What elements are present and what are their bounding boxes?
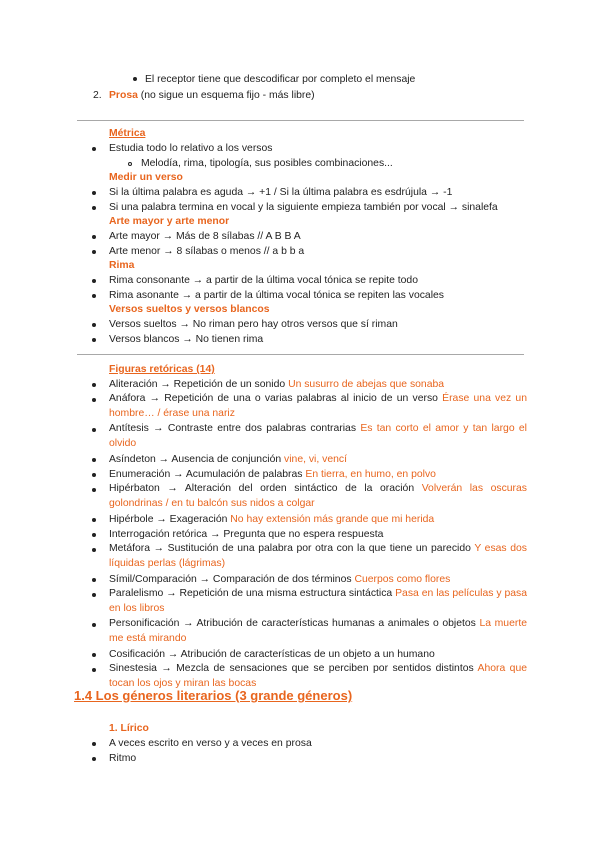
lirico-heading: 1. Lírico	[109, 723, 149, 734]
figure-example: Érase una vez un hombre… / érase una nariz	[109, 393, 527, 419]
figure-definition: Sinestesia → Mezcla de sensaciones que se perciben por sentidos distintos	[109, 663, 478, 674]
figure-definition: Interrogación retórica → Pregunta que no espera respuesta	[109, 529, 384, 540]
list-item: Versos sueltos → No riman pero hay otros versos que sí riman	[109, 319, 398, 330]
list-item: Arte menor → 8 sílabas o menos // a b b a	[109, 246, 305, 257]
medir-heading: Medir un verso	[109, 172, 183, 183]
bullet-marker	[92, 428, 96, 432]
bullet-marker	[92, 383, 96, 387]
rima-heading: Rima	[109, 260, 135, 271]
figure-example: Es tan corto el amor y tan largo el olvido	[109, 423, 527, 449]
section-divider	[77, 354, 524, 355]
bullet-marker	[92, 191, 96, 195]
figure-item	[109, 648, 435, 661]
prosa-label: Prosa	[109, 90, 138, 101]
figure-example: No hay extensión más grande que mi herida	[230, 514, 435, 525]
receptor-item: El receptor tiene que descodificar por completo el mensaje	[145, 74, 416, 85]
bullet-marker	[92, 653, 96, 657]
figure-item	[109, 662, 527, 691]
bullet-marker	[92, 518, 96, 522]
figure-item	[109, 468, 436, 481]
figure-example: En tierra, en humo, en polvo	[305, 469, 436, 480]
figure-example: Ahora que tocan los ojos y miran las bocas	[109, 663, 528, 689]
list-item: Rima consonante → a partir de la última vocal tónica se repite todo	[109, 275, 418, 286]
figure-item	[109, 617, 527, 646]
figure-example: La muerte me está mirando	[109, 618, 527, 644]
bullet-marker	[92, 488, 96, 492]
figure-example: Volverán las oscuras golondrinas / en tu balcón sus nidos a colgar	[109, 483, 527, 509]
list-item: Ritmo	[109, 753, 137, 764]
figure-definition: Metáfora → Sustitución de una palabra por otra con la que tiene un parecido	[109, 543, 475, 554]
figure-item	[109, 542, 527, 571]
section-divider	[77, 120, 524, 121]
prosa-number: 2.	[93, 90, 102, 101]
sub-bullet-marker	[133, 77, 137, 81]
prosa-description: (no sigue un esquema fijo - más libre)	[137, 90, 315, 101]
figure-definition: Hipérbole → Exageración	[109, 514, 231, 525]
bullet-marker	[92, 398, 96, 402]
figure-definition: Personificación → Atribución de características humanas a animales o objetos	[109, 618, 480, 629]
figure-item	[109, 513, 434, 526]
figure-item	[109, 392, 527, 421]
list-item: Si una palabra termina en vocal y la siguiente empieza también por vocal → sinalefa	[109, 202, 498, 213]
figure-definition: Hipérbaton → Alteración del orden sintáctico de la oración	[109, 483, 422, 494]
sub-bullet-marker	[128, 162, 132, 166]
list-item: Arte mayor → Más de 8 sílabas // A B B A	[109, 231, 301, 242]
bullet-marker	[92, 206, 96, 210]
bullet-marker	[92, 250, 96, 254]
prosa-item	[109, 89, 315, 102]
figure-example: Cuerpos como flores	[354, 574, 451, 585]
list-item: Versos blancos → No tienen rima	[109, 334, 264, 345]
list-item: A veces escrito en verso y a veces en prosa	[109, 738, 312, 749]
figure-example: vine, vi, vencí	[284, 454, 347, 465]
bullet-marker	[92, 533, 96, 537]
metrica-heading: Métrica	[109, 128, 146, 139]
bullet-marker	[92, 294, 96, 298]
figuras-heading: Figuras retóricas (14)	[109, 364, 215, 375]
bullet-marker	[92, 235, 96, 239]
figure-item	[109, 482, 527, 511]
figure-definition: Antítesis → Contraste entre dos palabras contrarias	[109, 423, 361, 434]
bullet-marker	[92, 742, 96, 746]
figure-item	[109, 453, 347, 466]
figure-example: Pasa en las películas y pasa en los libros	[109, 588, 527, 614]
figure-item	[109, 422, 527, 451]
bullet-marker	[92, 458, 96, 462]
bullet-marker	[92, 578, 96, 582]
generos-heading: 1.4 Los géneros literarios (3 grande géneros)	[74, 688, 353, 703]
figure-definition: Paralelismo → Repetición de una misma estructura sintáctica	[109, 588, 396, 599]
figure-item	[109, 587, 527, 616]
bullet-marker	[92, 548, 96, 552]
sub-list-item: Melodía, rima, tipología, sus posibles combinaciones...	[141, 158, 393, 169]
figure-definition: Símil/Comparación → Comparación de dos términos	[109, 574, 355, 585]
figure-example: Y esas dos líquidas perlas (lágrimas)	[109, 543, 527, 569]
figure-item	[109, 378, 444, 391]
bullet-marker	[92, 593, 96, 597]
list-item: Estudia todo lo relativo a los versos	[109, 143, 273, 154]
bullet-marker	[92, 623, 96, 627]
figure-definition: Cosificación → Atribución de características de un objeto a un humano	[109, 649, 435, 660]
bullet-marker	[92, 323, 96, 327]
figure-item	[109, 573, 450, 586]
versos-heading: Versos sueltos y versos blancos	[109, 304, 270, 315]
bullet-marker	[92, 338, 96, 342]
bullet-marker	[92, 147, 96, 151]
bullet-marker	[92, 757, 96, 761]
bullet-marker	[92, 279, 96, 283]
list-item: Si la última palabra es aguda → +1 / Si la última palabra es esdrújula → -1	[109, 187, 453, 198]
figure-definition: Aliteración → Repetición de un sonido	[109, 379, 289, 390]
figure-definition: Asíndeton → Ausencia de conjunción	[109, 454, 285, 465]
list-item: Rima asonante → a partir de la última vocal tónica se repiten las vocales	[109, 290, 444, 301]
bullet-marker	[92, 668, 96, 672]
arte-heading: Arte mayor y arte menor	[109, 216, 230, 227]
figure-definition: Anáfora → Repetición de una o varias palabras al inicio de un verso	[109, 393, 443, 404]
figure-example: Un susurro de abejas que sonaba	[288, 379, 445, 390]
figure-definition: Enumeración → Acumulación de palabras	[109, 469, 306, 480]
bullet-marker	[92, 473, 96, 477]
figure-item	[109, 528, 383, 541]
